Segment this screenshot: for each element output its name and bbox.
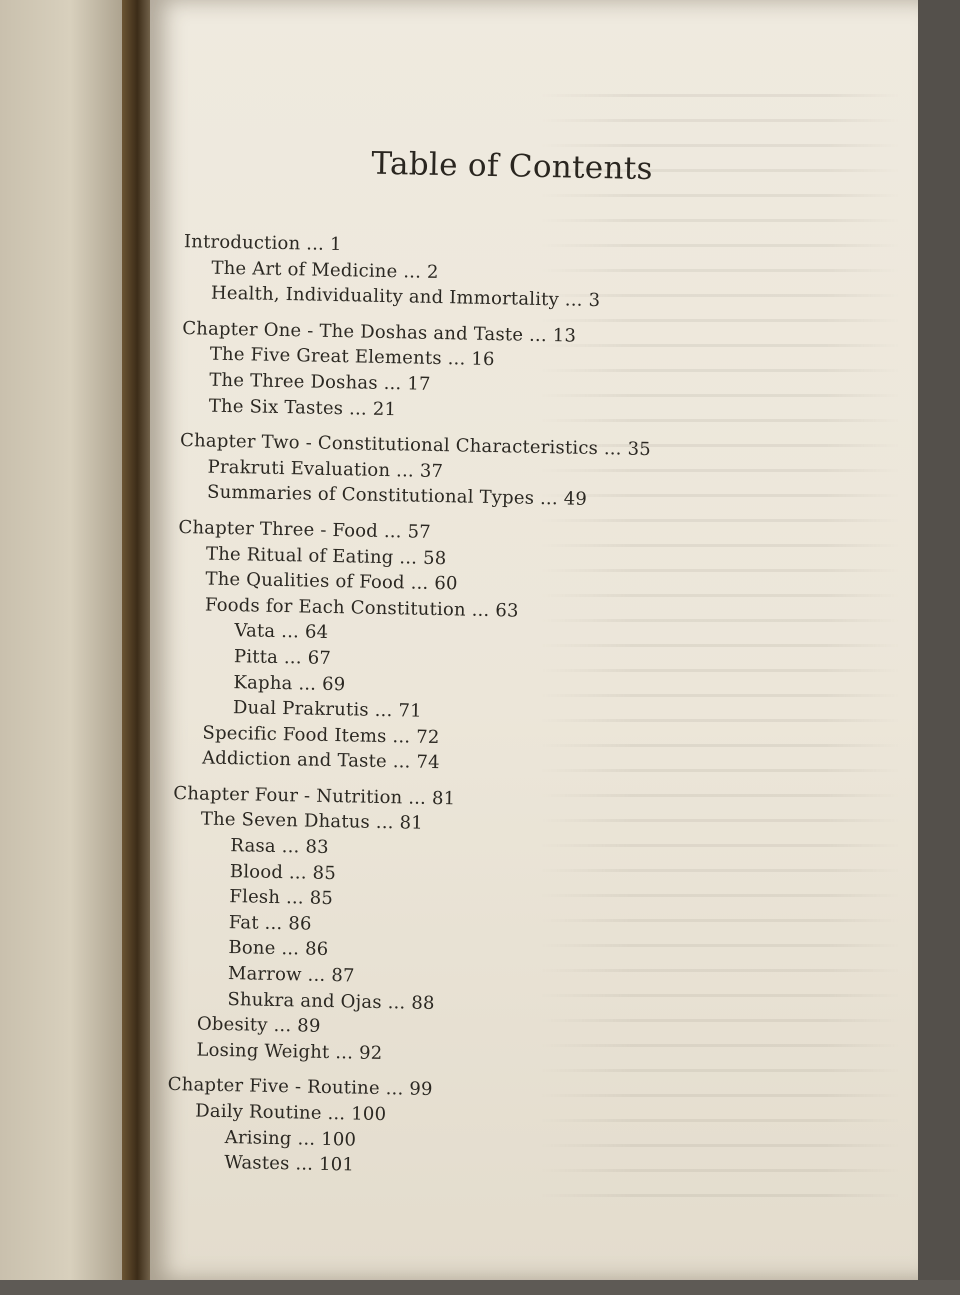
- toc-section-entry: Losing Weight ... 92: [196, 1039, 383, 1064]
- toc-section-entry: The Seven Dhatus ... 81: [200, 808, 424, 835]
- toc-subsection-entry: Flesh ... 85: [229, 886, 334, 910]
- toc-section-entry: The Art of Medicine ... 2: [211, 257, 439, 283]
- toc-subsection-entry: Kapha ... 69: [233, 671, 346, 695]
- page-title: Table of Contents: [371, 145, 654, 188]
- toc-section-entry: Health, Individuality and Immortality ... 3: [210, 282, 601, 312]
- toc-subsection-entry: Arising ... 100: [224, 1126, 357, 1151]
- toc-subsection-entry: Wastes ... 101: [224, 1152, 355, 1176]
- toc-section-entry: Prakruti Evaluation ... 37: [207, 456, 444, 482]
- toc-section-entry: The Five Great Elements ... 16: [209, 343, 495, 371]
- toc-section-entry: Obesity ... 89: [196, 1013, 321, 1038]
- toc-subsection-entry: Dual Prakrutis ... 71: [232, 697, 422, 722]
- toc-section-entry: The Six Tastes ... 21: [208, 395, 397, 420]
- table-of-contents: [166, 229, 804, 1187]
- toc-chapter-entry: Chapter Five - Routine ... 99: [167, 1074, 433, 1101]
- toc-section-entry: Foods for Each Constitution ... 63: [204, 594, 519, 622]
- toc-chapter-entry: Introduction ... 1: [183, 231, 342, 256]
- toc-subsection-entry: Bone ... 86: [228, 937, 329, 961]
- toc-chapter-entry: Chapter Three - Food ... 57: [178, 516, 432, 543]
- toc-section-entry: The Ritual of Eating ... 58: [205, 543, 447, 569]
- toc-section-entry: Specific Food Items ... 72: [202, 722, 440, 748]
- toc-chapter-entry: Chapter Two - Constitutional Characteristics ... 35: [179, 430, 652, 461]
- toc-section-entry: Daily Routine ... 100: [195, 1100, 387, 1126]
- toc-section-entry: Addiction and Taste ... 74: [201, 747, 440, 774]
- toc-subsection-entry: Vata ... 64: [234, 620, 329, 644]
- toc-section-entry: The Qualities of Food ... 60: [205, 568, 458, 595]
- toc-section-entry: Summaries of Constitutional Types ... 49: [206, 481, 588, 511]
- toc-subsection-entry: Pitta ... 67: [233, 646, 332, 669]
- toc-chapter-entry: Chapter One - The Doshas and Taste ... 13: [182, 317, 577, 347]
- toc-subsection-entry: Marrow ... 87: [227, 963, 355, 987]
- toc-subsection-entry: Fat ... 86: [228, 911, 312, 935]
- toc-subsection-entry: Rasa ... 83: [230, 835, 329, 859]
- toc-subsection-entry: Shukra and Ojas ... 88: [227, 988, 435, 1014]
- toc-chapter-entry: Chapter Four - Nutrition ... 81: [173, 782, 456, 810]
- toc-subsection-entry: Blood ... 85: [229, 860, 337, 884]
- toc-section-entry: The Three Doshas ... 17: [209, 369, 431, 395]
